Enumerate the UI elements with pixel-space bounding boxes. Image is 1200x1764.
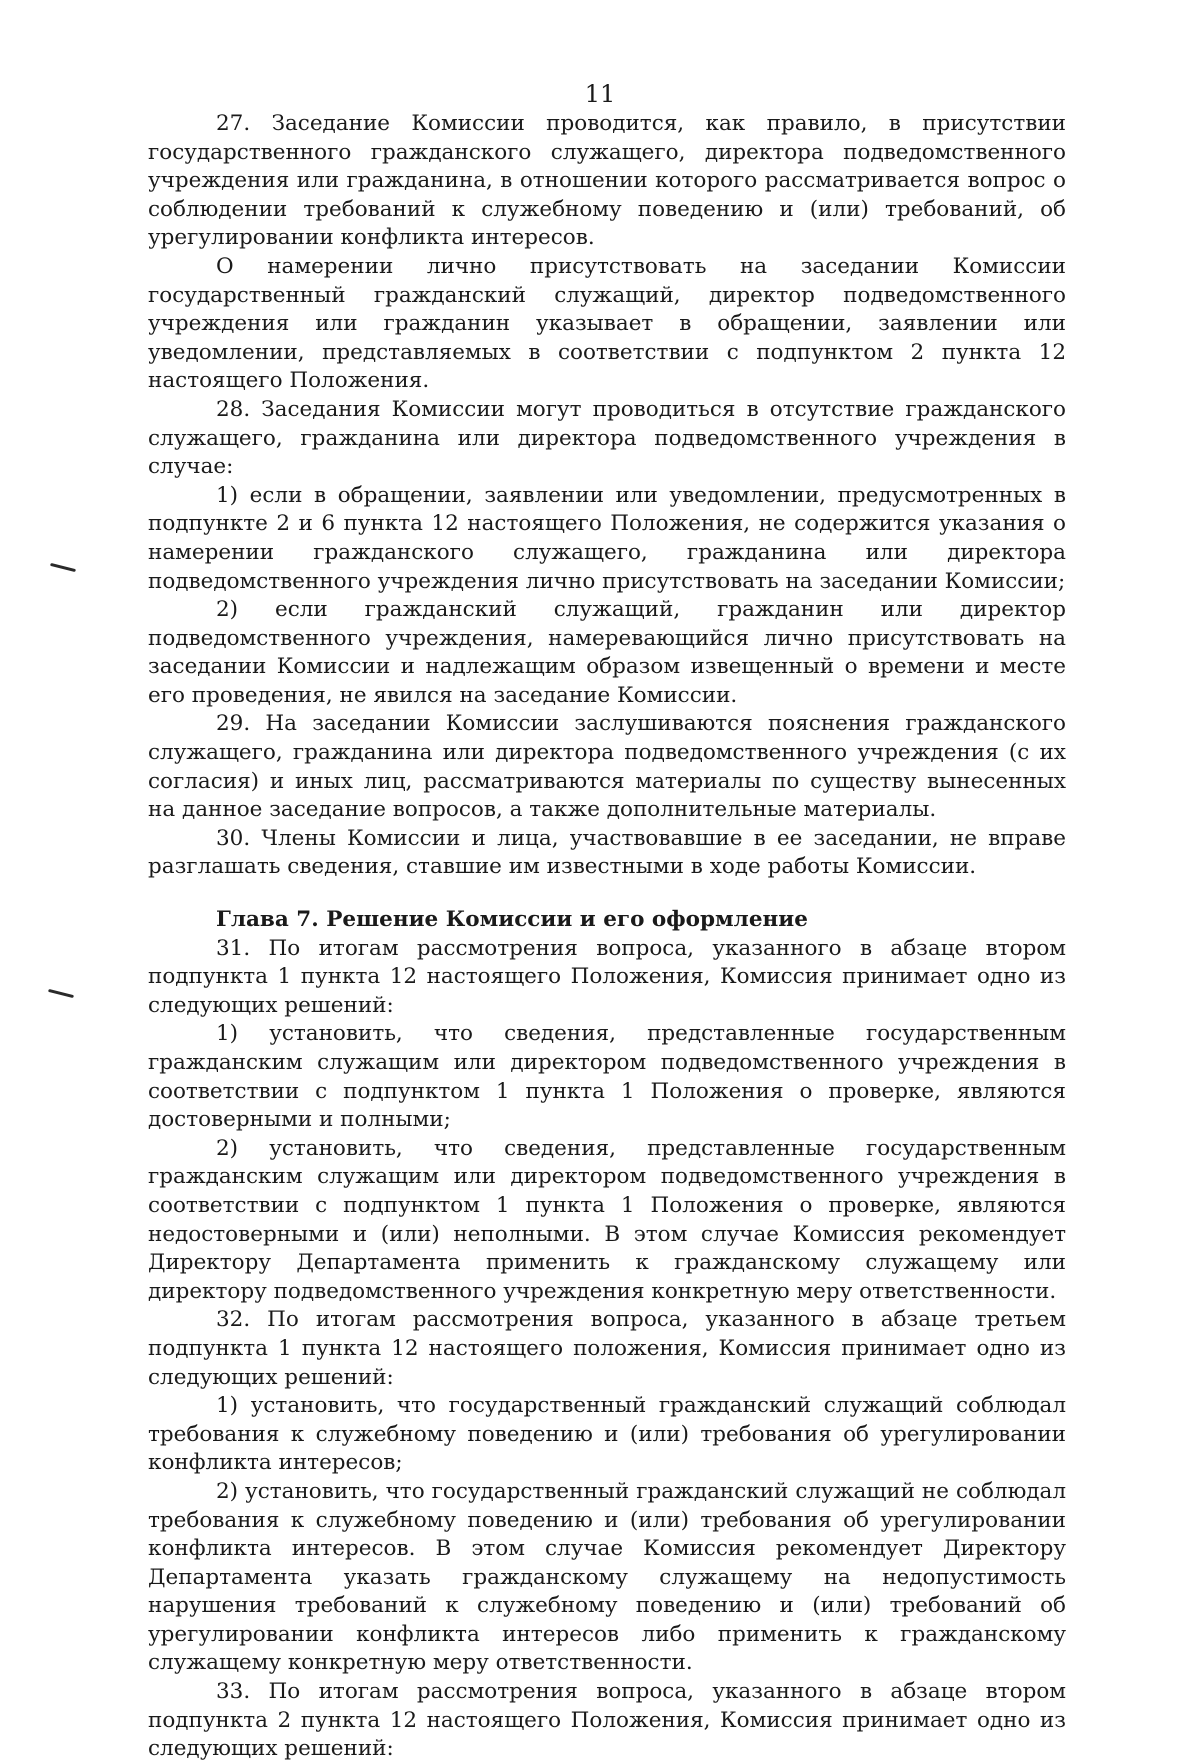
margin-tick-mark <box>48 989 74 998</box>
paragraph-31: 31. По итогам рассмотрения вопроса, указанного в абзаце втором подпункта 1 пункта 12 настоящего Положения, Комиссия принимает одно из следующих решений: <box>148 935 1066 1018</box>
paragraph-28-item-2: 2) если гражданский служащий, гражданин или директор подведомственного учреждения, намеревающийся лично присутствовать на заседании Комиссии и надлежащим образом извещенный о времени и месте его проведения, не явился на заседание Комиссии. <box>148 597 1066 708</box>
paragraph-32: 32. По итогам рассмотрения вопроса, указанного в абзаце третьем подпункта 1 пункта 12 настоящего положения, Комиссия принимает одно из следующих решений: <box>148 1307 1066 1390</box>
document-body <box>148 110 1066 1764</box>
paragraph-32-item-2: 2) установить, что государственный гражданский служащий не соблюдал требования к служебному поведению и (или) требования об урегулировании конфликта интересов. В этом случае Комиссия рекомендует Директору Департамента указать гражданскому служащему на недопустимость нарушения требований к служебному поведению и (или) требований об урегулировании конфликта интересов либо применить к гражданскому служащему конкретную меру ответственности. <box>148 1478 1066 1676</box>
margin-tick-mark <box>50 563 76 572</box>
paragraph-32-item-1: 1) установить, что государственный гражданский служащий соблюдал требования к служебному поведению и (или) требования об урегулировании конфликта интересов; <box>148 1393 1066 1476</box>
chapter-heading: Глава 7. Решение Комиссии и его оформление <box>216 907 808 933</box>
page-number: 11 <box>584 80 616 108</box>
paragraph-33: 33. По итогам рассмотрения вопроса, указанного в абзаце втором подпункта 2 пункта 12 настоящего Положения, Комиссия принимает одно из следующих решений: <box>148 1679 1066 1762</box>
paragraph-27-intention: О намерении лично присутствовать на заседании Комиссии государственный гражданский служащий, директор подведомственного учреждения или гражданин указывает в обращении, заявлении или уведомлении, представляемых в соответствии с подпунктом 2 пункта 12 настоящего Положения. <box>148 253 1066 394</box>
paragraph-27: 27. Заседание Комиссии проводится, как правило, в присутствии государственного гражданского служащего, директора подведомственного учреждения или гражданина, в отношении которого рассматривается вопрос о соблюдении требований к служебному поведению и (или) требований, об урегулировании конфликта интересов. <box>148 111 1066 251</box>
paragraph-28: 28. Заседания Комиссии могут проводиться в отсутствие гражданского служащего, гражданина или директора подведомственного учреждения в случае: <box>148 396 1066 480</box>
paragraph-31-item-2: 2) установить, что сведения, представленные государственным гражданским служащим или директором подведомственного учреждения в соответствии с подпунктом 1 пункта 1 Положения о проверке, являются недостоверными и (или) неполными. В этом случае Комиссия рекомендует Директору Департамента применить к гражданскому служащему или директору подведомственного учреждения конкретную меру ответственности. <box>148 1135 1066 1304</box>
paragraph-31-item-1: 1) установить, что сведения, представленные государственным гражданским служащим или директором подведомственного учреждения в соответствии с подпунктом 1 пункта 1 Положения о проверке, являются достоверными и полными; <box>148 1021 1066 1133</box>
paragraph-29: 29. На заседании Комиссии заслушиваются пояснения гражданского служащего, гражданина или директора подведомственного учреждения (с их согласия) и иных лиц, рассматриваются материалы по существу вынесенных на данное заседание вопросов, а также дополнительные материалы. <box>148 711 1066 823</box>
paragraph-30: 30. Члены Комиссии и лица, участвовавшие в ее заседании, не вправе разглашать сведения, ставшие им известными в ходе работы Комиссии. <box>148 825 1066 880</box>
paragraph-28-item-1: 1) если в обращении, заявлении или уведомлении, предусмотренных в подпункте 2 и 6 пункта 12 настоящего Положения, не содержится указания о намерении гражданского служащего, гражданина или директора подведомственного учреждения лично присутствовать на заседании Комиссии; <box>148 482 1066 594</box>
